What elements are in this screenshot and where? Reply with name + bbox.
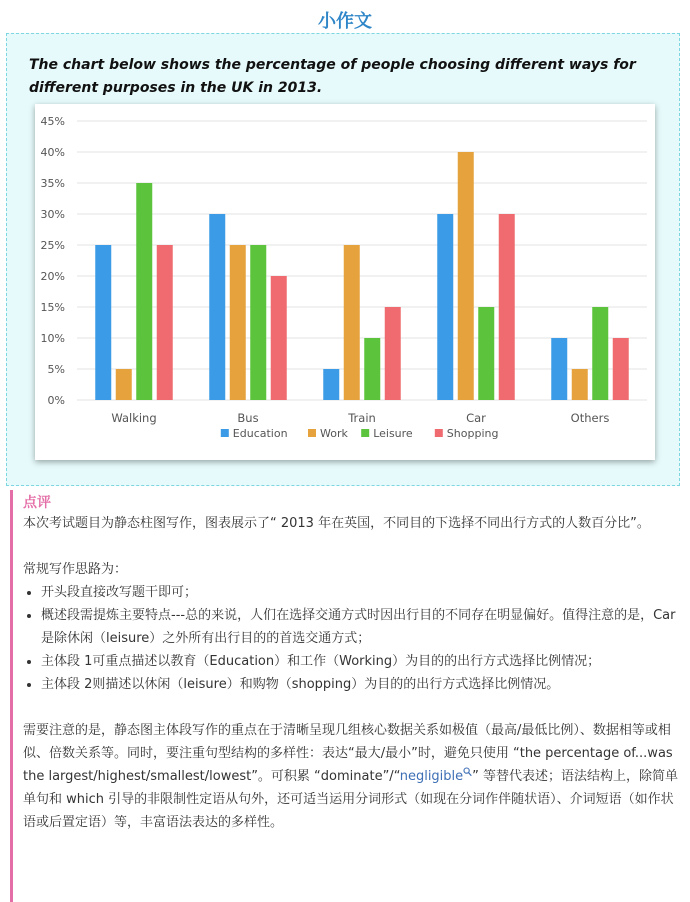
approach-item: • 主体段 2则描述以休闲（leisure）和购物（shopping）为目的的出行方式选择比例情况。 [41, 673, 686, 696]
bar-leisure-car [478, 307, 494, 400]
approach-item: • 开头段直接改写题干即可； [41, 581, 686, 604]
y-tick-label: 35% [40, 177, 65, 190]
x-tick-label: Walking [111, 411, 157, 425]
page-title: 小作文 [318, 11, 372, 32]
negligible-link[interactable]: negligible [399, 769, 464, 784]
bar-leisure-walking [136, 183, 152, 400]
y-tick-label: 30% [40, 208, 65, 221]
search-icon[interactable] [463, 767, 472, 777]
legend-swatch-leisure [361, 429, 369, 437]
legend-swatch-work [308, 429, 316, 437]
bar-shopping-walking [157, 245, 173, 400]
bar-leisure-others [592, 307, 608, 400]
x-tick-label: Bus [237, 411, 259, 425]
review-heading: 点评 [23, 495, 51, 511]
note-text-cont: ” 等替代表述；语法结构上，除简单单句和 which 引导的非限制性定语从句外，还可适当运用分词形式（如现在分词作伴随状语）、介词短语（如作状语或后置定语）等，丰富语法表达的多样性。 [23, 769, 679, 830]
bar-shopping-bus [271, 276, 287, 400]
approach-title: 常规写作思路为： [23, 562, 128, 577]
bar-work-train [344, 245, 360, 400]
bar-chart [35, 104, 655, 460]
bar-education-train [323, 369, 339, 400]
bar-education-others [551, 338, 567, 400]
note-text: 需要注意的是，静态图主体段写作的重点在于清晰呈现几组核心数据关系如极值（最高/最低比例）、数据相等或相似、倍数关系等。同时，要注重句型结构的多样性：表达“最大/最小”时，避免只使用 “the percentage of...was the largest/highest/smallest/lowest”。可积累 “dominate”/“ [23, 723, 673, 784]
y-tick-label: 0% [47, 394, 65, 407]
approach-item: • 主体段 1可重点描述以教育（Education）和工作（Working）为目的的出行方式选择比例情况； [41, 650, 686, 673]
bar-shopping-train [385, 307, 401, 400]
legend-label-shopping: Shopping [446, 427, 499, 440]
y-tick-label: 10% [40, 332, 65, 345]
legend-label-work: Work [320, 427, 348, 440]
bar-leisure-bus [250, 245, 266, 400]
y-tick-label: 20% [40, 270, 65, 283]
y-tick-label: 15% [40, 301, 65, 314]
legend-swatch-shopping [435, 429, 443, 437]
legend-label-leisure: Leisure [373, 427, 413, 440]
bar-leisure-train [364, 338, 380, 400]
approach-item: • 概述段需提炼主要特点---总的来说，人们在选择交通方式时因出行目的不同存在明显偏好。值得注意的是，Car是除休闲（leisure）之外所有出行目的的首选交通方式； [41, 604, 686, 650]
x-tick-label: Others [570, 411, 610, 425]
bar-work-others [572, 369, 588, 400]
y-tick-label: 5% [47, 363, 65, 376]
legend-label-education: Education [232, 427, 288, 440]
x-tick-label: Train [348, 411, 376, 425]
y-tick-label: 25% [40, 239, 65, 252]
bar-work-car [458, 152, 474, 400]
bar-education-walking [95, 245, 111, 400]
approach-list [23, 581, 686, 696]
x-tick-label: Car [466, 411, 486, 425]
task-box [6, 33, 680, 486]
review-section [10, 490, 686, 902]
bar-work-walking [116, 369, 132, 400]
legend-swatch-education [221, 429, 229, 437]
chart-card [35, 104, 655, 460]
bar-education-car [437, 214, 453, 400]
y-tick-label: 45% [40, 115, 65, 128]
bar-work-bus [230, 245, 246, 400]
review-intro: 本次考试题目为静态柱图写作，图表展示了“ 2013 年在英国，不同目的下选择不同出行方式的人数百分比”。 [23, 516, 650, 531]
bar-education-bus [209, 214, 225, 400]
y-tick-label: 40% [40, 146, 65, 159]
review-note [23, 719, 686, 834]
task-prompt: The chart below shows the percentage of people choosing different ways for different purposes in the UK in 2013. [29, 57, 636, 96]
bar-shopping-car [499, 214, 515, 400]
bar-shopping-others [613, 338, 629, 400]
